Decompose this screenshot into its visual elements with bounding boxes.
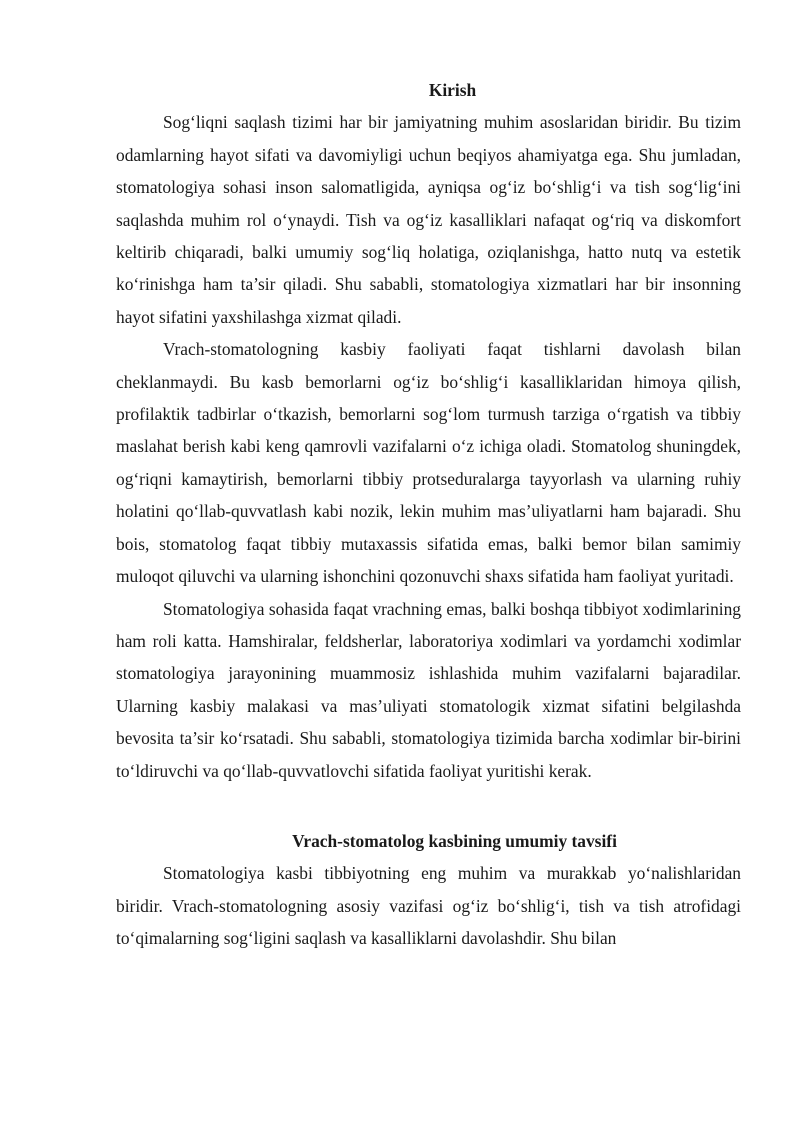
document-body: [116, 74, 741, 955]
paragraph-section: Stomatologiya kasbi tibbiyotning eng muhim va murakkab yo‘nalishlaridan biridir. Vrach-stomatologning asosiy vazifasi og‘iz bo‘shlig‘i, tish va tish atrofidagi to‘qimalarning sog‘ligini saqlash va kasalliklarni davolashdir. Shu bilan: [116, 863, 741, 949]
section-title: Vrach-stomatolog kasbining umumiy tavsifi: [292, 830, 617, 851]
section-spacer: [116, 787, 741, 819]
paragraph-intro: Sog‘liqni saqlash tizimi har bir jamiyatning muhim asoslaridan biridir. Bu tizim odamlarning hayot sifati va davomiyligi uchun beqiyos ahamiyatga ega. Shu jumladan, stomatologiya sohasi inson salomatligida, ayniqsa og‘iz bo‘shlig‘i va tish sog‘lig‘ini saqlashda muhim rol o‘ynaydi. Tish va og‘iz kasalliklari nafaqat og‘riq va diskomfort keltirib chiqaradi, balki umumiy sog‘liq holatiga, oziqlanishga, hatto nutq va estetik ko‘rinishga ham ta’sir qiladi. Shu sababli, stomatologiya xizmatlari har bir insonning hayot sifatini yaxshilashga xizmat qiladi.: [116, 112, 741, 327]
paragraph-staff-role: Stomatologiya sohasida faqat vrachning emas, balki boshqa tibbiyot xodimlarining ham roli katta. Hamshiralar, feldsherlar, laboratoriya xodimlari va yordamchi xodimlar stomatologiya jarayonining muammosiz ishlashida muhim vazifalarni bajaradilar. Ularning kasbiy malakasi va mas’uliyati stomatologik xizmat sifatini belgilashda bevosita ta’sir ko‘rsatadi. Shu sababli, stomatologiya tizimida barcha xodimlar bir-birini to‘ldiruvchi va qo‘llab-quvvatlovchi sifatida faoliyat yuritishi kerak.: [116, 598, 741, 781]
paragraph-dentist-role: Vrach-stomatologning kasbiy faoliyati faqat tishlarni davolash bilan cheklanmaydi. Bu kasb bemorlarni og‘iz bo‘shlig‘i kasalliklaridan himoya qilish, profilaktik tadbirlar o‘tkazish, bemorlarni sog‘lom turmush tarziga o‘rgatish va tibbiy maslahat berish kabi keng qamrovli vazifalarni o‘z ichiga oladi. Stomatolog shuningdek, og‘riqni kamaytirish, bemorlarni tibbiy protseduralarga tayyorlash va ularning ruhiy holatini qo‘llab-quvvatlash kabi nozik, lekin muhim mas’uliyatlarni ham bajaradi. Shu bois, stomatolog faqat tibbiy mutaxassis sifatida emas, balki bemor bilan samimiy muloqot qiluvchi va ularning ishonchini qozonuvchi shaxs sifatida ham faoliyat yuritadi.: [116, 339, 741, 587]
document-title: Kirish: [428, 80, 477, 100]
